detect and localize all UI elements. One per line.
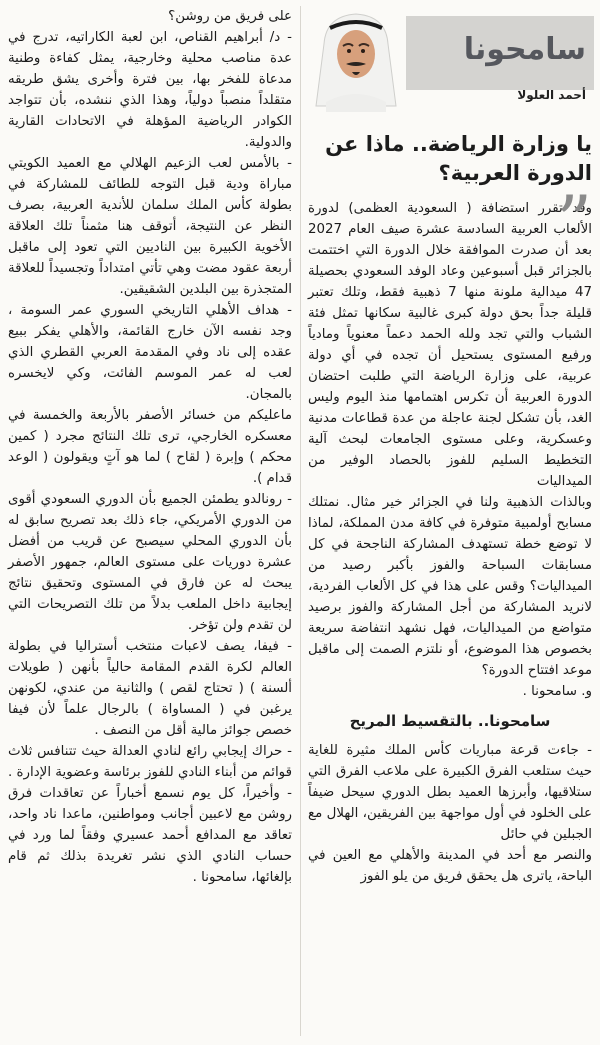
column-divider: [300, 6, 301, 1036]
article-headline: يا وزارة الرياضة.. ماذا عن الدورة العربية؟: [325, 132, 592, 185]
article-paragraph: - بالأمس لعب الزعيم الهلالي مع العميد الكويتي مباراة ودية قبل التوجه للطائف للمشاركة في بطولة كأس الملك سلمان للأندية العربية، بصرف النظر عن النتيجة، أتوقف هنا مثمناً تلك العلاقة الأخوية الكبيرة بين الناديين التي تعود إلى ماقبل أربعة عقود مضت وهي تأتي امتداداً وتجسيداً للعلاقة المتجذرة بين البلدين الشقيقين.: [8, 156, 292, 297]
article-paragraph: وقد تقرر استضافة ( السعودية العظمى) لدورة الألعاب العربية السادسة عشرة صيف العام 2027 بعد أن صدرت الموافقة خلال الدورة التي اختتمت بالجزائر قبل أسبوعين وعاد الوفد السعودي بحصيلة 47 ميدالية ملونة منها 7 ذهبية فقط، وتلك تعتبر قليلة جداً بحق دولة كبرى غالبية سكانها تمثل فئة الشباب والتي تجد ولله الحمد دعماً معنوياً ومادياً ورفيع المستوى يستحيل أن تجده في أي دولة عربية، على وزارة الرياضة التي طلبت احتضان الدورة العربية أن تكرس اهتمامها منذ اليوم وليس الغد، بأن تشكل لجنة عاجلة من عدة قطاعات مدنية وعسكرية، وعلى مستوى الجامعات لبحث آلية التخطيط السليم للفوز بالحصاد الوفير من الميداليات: [308, 201, 593, 489]
main-article: [308, 130, 592, 887]
article-paragraph: - د/ أبراهيم القناص، ابن لعبة الكاراتيه، تدرج في عدة مناصب محلية وخارجية، يمثل كفاءة وطنية مدعاة للفخر بها، بين فترة وأخرى يشق طريقه متقلداً منصباً دولياً، وهذا الذي ننشده، بأن تتواجد الكوادر الرياضية المؤهلة في الاتحادات القارية والدولية.: [8, 30, 292, 150]
article-paragraph: - فيفا، يصف لاعبات منتخب أستراليا في بطولة العالم لكرة القدم المقامة حالياً بأنهن ( طويلات ألسنة ) ( تحتاج لقص ) والثانية من عندي، لكونهن يرغبن في ( المساواة ) بالرجال علماً لأن فيفا خصص جوائز مالية أقل من النصف .: [8, 639, 292, 738]
article-paragraph: - رونالدو يطمئن الجميع بأن الدوري السعودي أقوى من الدوري الأمريكي، جاء ذلك بعد تصريح سابق له بأن الدوري المحلي سيصبح عن قريب من أفضل عشرة دوريات على مستوى العالم، جمهور الأصفر يبحث له عن فارق في المستوى وتحقيق نتائج إيجابية داخل الملعب بدلاً من تلك التصريحات التي لن تقدم ولن تؤخر.: [8, 492, 292, 633]
article-paragraph: ماعليكم من خسائر الأصفر بالأربعة والخمسة في معسكره الخارجي، ترى تلك النتائج مجرد ( كمين محكم ) وإبرة ( لقاح ) لما هو آتٍ ويقولون ( الوعد قدام ).: [8, 408, 292, 486]
quote-mark: ”: [556, 181, 592, 263]
continued-article: [8, 6, 292, 888]
section-subheading: سامحونا.. بالتقسيط المريح: [349, 712, 551, 730]
article-paragraph: - حراك إيجابي رائع لنادي العدالة حيث تتنافس ثلاث قوائم من أبناء النادي للفوز برئاسة وعضوية الإدارة .: [8, 744, 292, 780]
author-name: أحمد العلولا: [517, 88, 586, 102]
article-paragraph: - وأخيراً، كل يوم نسمع أخباراً عن تعاقدات فرق روشن مع لاعبين أجانب ومواطنين، ماعدا ناد واحد، تعاقد مع المدافع أحمد عسيري وفقاً لما ورد في حساب النادي الذي نشر تغريدة بذلك ثم قام بإلغائها، سامحونا .: [8, 786, 292, 885]
article-paragraph: - جاءت قرعة مباريات كأس الملك مثيرة للغاية حيث ستلعب الفرق الكبيرة على ملاعب الفرق التي ستلاقيها، وأبرزها العميد بطل الدوري سيحل ضيفاً على الخلود في أول مواجهة بين الفريقين، الهلال مع الجبلين في حائل: [308, 743, 592, 842]
column-header: [306, 6, 594, 112]
article-paragraph: على فريق من روشن؟: [168, 9, 292, 24]
article-paragraph: والنصر مع أحد في المدينة والأهلي مع العين في الباحة، ياترى هل يحقق فريق من يلو الفوز: [308, 848, 592, 884]
article-paragraph: و. سامحونا .: [522, 684, 592, 699]
article-paragraph: - هداف الأهلي التاريخي السوري عمر السومة ، وجد نفسه الآن خارج القائمة، والأهلي يفكر ببيع عقده إلى ناد وفي المقدمة العربي القطري الذي لعب له عمر الموسم الفائت، وكي لايخسره بالمجان.: [8, 303, 292, 402]
column-name: سامحونا: [463, 32, 586, 67]
author-portrait: [306, 6, 406, 112]
article-paragraph: وبالذات الذهبية ولنا في الجزائر خير مثال. نمتلك مسابح أولمبية متوفرة في كافة مدن المملكة، لماذا لا توضع خطة تستهدف المشاركة الناجحة في كل مسابقات السباحة والفوز بأكبر رصيد من الميداليات؟ وقس على هذا في كل الألعاب الفردية، لانريد المشاركة من أجل المشاركة والفوز برصيد متواضع من الميداليات، فهل نشهد انتفاضة سريعة بخصوص هذا الموضوع، أو نلتزم الصمت إلى ماقبل موعد افتتاح الدورة؟: [308, 495, 592, 678]
